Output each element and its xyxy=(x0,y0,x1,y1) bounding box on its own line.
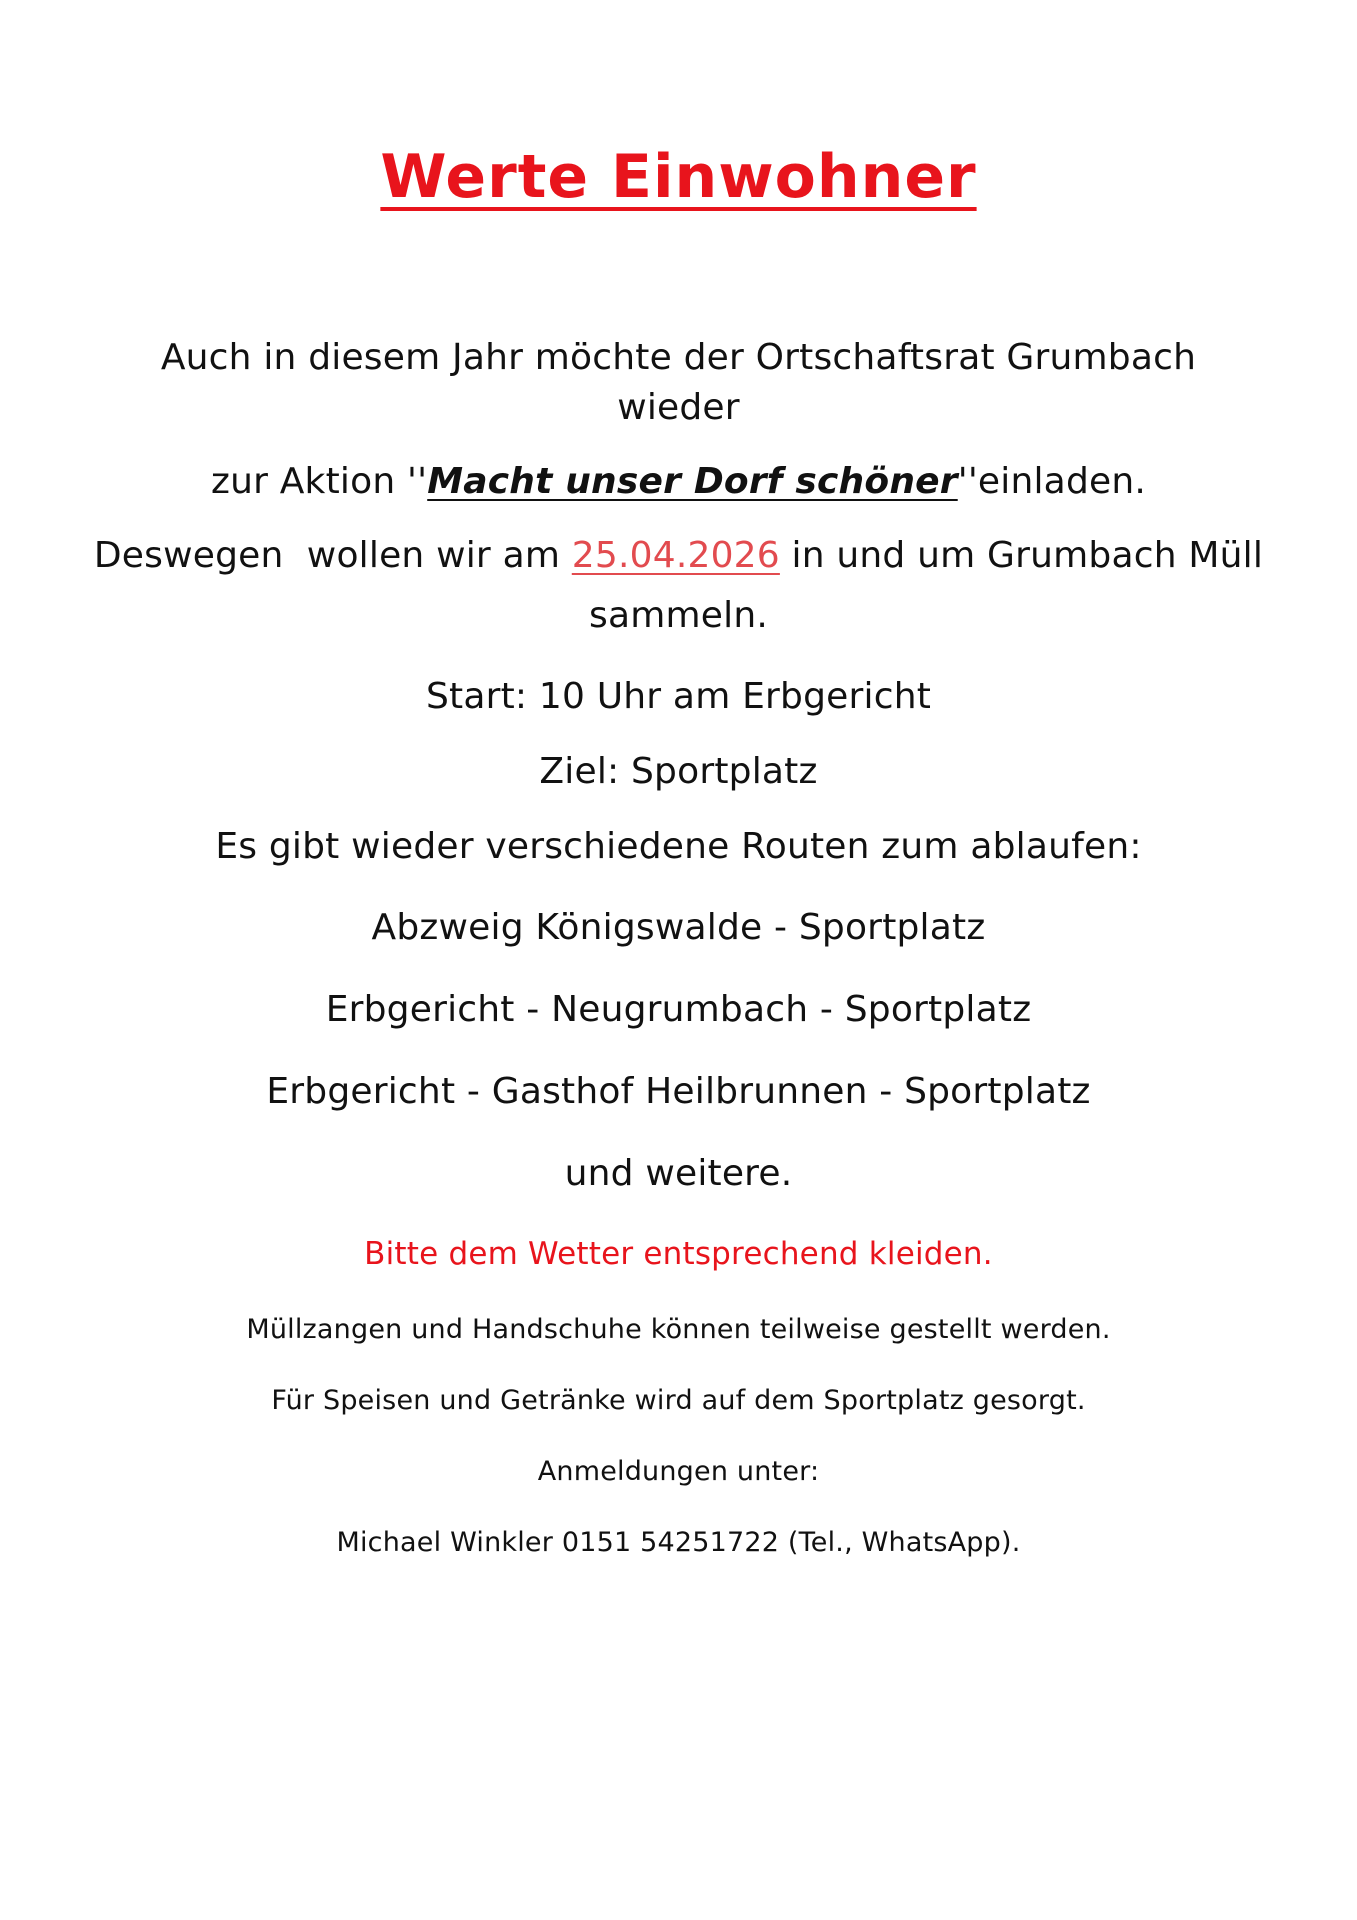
page-title: Werte Einwohner xyxy=(380,142,977,212)
contact-info: Michael Winkler 0151 54251722 (Tel., WhatsApp). xyxy=(336,1527,1021,1558)
date-line xyxy=(0,535,1357,576)
intro-line-2: wieder xyxy=(617,387,740,428)
sammeln-line: sammeln. xyxy=(589,595,768,636)
aktion-prefix: zur Aktion '' xyxy=(210,461,428,502)
equipment-note: Müllzangen und Handschuhe können teilweise gestellt werden. xyxy=(246,1314,1111,1345)
aktion-line xyxy=(0,461,1357,502)
ziel-info: Ziel: Sportplatz xyxy=(539,751,818,792)
aktion-name: Macht unser Dorf schöner xyxy=(427,461,958,502)
routes-intro: Es gibt wieder verschiedene Routen zum ablaufen: xyxy=(215,826,1142,867)
event-date: 25.04.2026 xyxy=(571,535,780,576)
routes-more: und weitere. xyxy=(564,1153,793,1194)
food-note: Für Speisen und Getränke wird auf dem Sportplatz gesorgt. xyxy=(271,1385,1086,1416)
route-item: Erbgericht - Gasthof Heilbrunnen - Sportplatz xyxy=(266,1071,1091,1112)
route-item: Abzweig Königswalde - Sportplatz xyxy=(371,907,986,948)
date-line-prefix: Deswegen wollen wir am xyxy=(93,535,572,576)
weather-note: Bitte dem Wetter entsprechend kleiden. xyxy=(364,1236,993,1272)
aktion-suffix: ''einladen. xyxy=(957,461,1147,502)
route-item: Erbgericht - Neugrumbach - Sportplatz xyxy=(325,989,1032,1030)
start-info: Start: 10 Uhr am Erbgericht xyxy=(425,676,932,717)
registration-label: Anmeldungen unter: xyxy=(537,1456,820,1487)
intro-line-1: Auch in diesem Jahr möchte der Ortschaftsrat Grumbach xyxy=(160,337,1197,378)
date-line-suffix: in und um Grumbach Müll xyxy=(779,535,1264,576)
